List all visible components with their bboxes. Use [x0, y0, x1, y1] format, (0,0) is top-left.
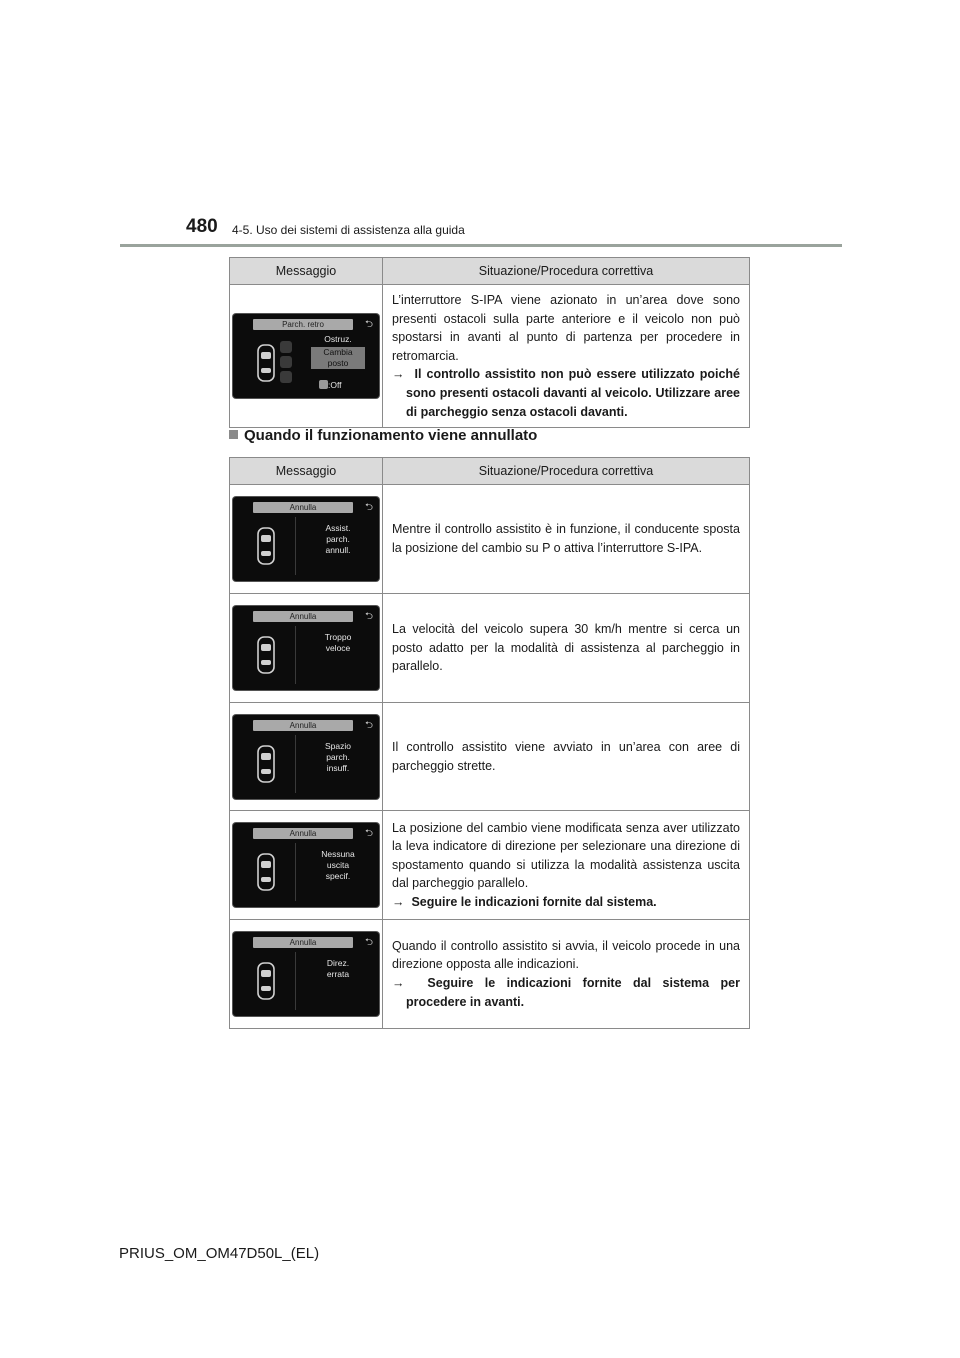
table-row — [230, 285, 750, 428]
section-title: 4-5. Uso dei sistemi di assistenza alla guida — [232, 223, 465, 237]
message-image-cell — [230, 920, 383, 1029]
message-image-cell — [230, 594, 383, 703]
table-row — [230, 920, 750, 1029]
screen-title: Annulla — [253, 828, 353, 839]
display-screen — [233, 823, 379, 907]
section-heading: Quando il funzionamento viene annullato — [229, 427, 537, 444]
situation-cell — [383, 594, 750, 703]
back-arrow-icon: ⮌ — [364, 937, 373, 948]
situation-text: Il controllo assistito viene avviato in un’area con aree di parcheggio strette. — [392, 739, 740, 773]
table-row — [230, 811, 750, 920]
screen-message: Nessuna uscita specif. — [321, 849, 355, 881]
back-arrow-icon: ⮌ — [364, 502, 373, 513]
back-arrow-icon: ⮌ — [364, 319, 373, 331]
car-icon — [257, 853, 275, 891]
display-screen — [233, 497, 379, 581]
status-readout: :Off — [319, 380, 342, 390]
situation-cell — [383, 285, 750, 428]
screen-title: Annulla — [253, 937, 353, 948]
situation-text: L’interruttore S-IPA viene azionato in un’area dove sono presenti ostacoli sulla parte anteriore e il veicolo non può spostarsi in avanti al punto di partenza per procedere in retromarcia. — [392, 293, 740, 363]
procedure-step: → Seguire le indicazioni fornite dal sistema. — [392, 894, 657, 909]
page-number: 480 — [186, 216, 218, 237]
table-row — [230, 594, 750, 703]
situation-text: Mentre il controllo assistito è in funzione, il conducente sposta la posizione del cambio su P o attiva l’interruttore S-IPA. — [392, 522, 740, 555]
screen-divider — [295, 517, 296, 575]
message-table-obstacles — [229, 257, 750, 428]
situation-text: Quando il controllo assistito si avvia, il veicolo procede in una direzione opposta alle indicazioni. — [392, 938, 740, 972]
column-header-message: Messaggio — [230, 258, 383, 285]
header-rule — [120, 244, 842, 247]
screen-divider — [295, 952, 296, 1010]
car-icon — [257, 745, 275, 783]
screen-divider — [295, 843, 296, 901]
message-image-cell — [230, 703, 383, 811]
message-image-cell — [230, 811, 383, 920]
display-screen — [233, 314, 379, 398]
table-row — [230, 485, 750, 594]
screen-title: Parch. retro — [253, 319, 353, 330]
situation-text: La velocità del veicolo supera 30 km/h mentre si cerca un posto adatto per la modalità di assistenza al parcheggio in parallelo. — [392, 622, 740, 674]
display-screen — [233, 932, 379, 1016]
screen-divider — [295, 735, 296, 793]
screen-message: Troppo veloce — [324, 632, 352, 653]
screen-divider — [295, 626, 296, 684]
procedure-step: → Il controllo assistito non può essere utilizzato poiché sono presenti ostacoli davanti al veicolo. Utilizzare aree di parcheggio senza ostacoli davanti. — [392, 367, 740, 419]
sensor-bars-icon — [279, 340, 293, 384]
message-image-cell — [230, 285, 383, 428]
car-icon — [257, 527, 275, 565]
situation-text: La posizione del cambio viene modificata senza aver utilizzato la leva indicatore di direzione per selezionare una direzione di spostamento quando si utilizza la modalità assistenza uscita dal parcheggio parallelo. — [392, 820, 740, 891]
situation-cell — [383, 703, 750, 811]
bullet-square-icon — [229, 430, 238, 439]
column-header-situation: Situazione/Procedura correttiva — [383, 458, 750, 485]
back-arrow-icon: ⮌ — [364, 828, 373, 839]
car-icon — [257, 962, 275, 1000]
screen-title: Annulla — [253, 720, 353, 731]
screen-message: Assist. parch. annull. — [325, 523, 351, 555]
situation-cell — [383, 920, 750, 1029]
message-table-cancelled — [229, 457, 750, 1029]
message-image-cell — [230, 485, 383, 594]
display-screen — [233, 715, 379, 799]
column-header-situation: Situazione/Procedura correttiva — [383, 258, 750, 285]
situation-cell — [383, 811, 750, 920]
back-arrow-icon: ⮌ — [364, 611, 373, 622]
parking-sensor-icon — [319, 380, 328, 389]
document-code: PRIUS_OM_OM47D50L_(EL) — [119, 1245, 320, 1262]
table-row — [230, 703, 750, 811]
procedure-step: → Seguire le indicazioni fornite dal sistema per procedere in avanti. — [392, 976, 740, 1009]
display-screen — [233, 606, 379, 690]
screen-title: Annulla — [253, 502, 353, 513]
situation-cell — [383, 485, 750, 594]
car-icon — [257, 636, 275, 674]
screen-title: Annulla — [253, 611, 353, 622]
screen-message: Direz. errata — [326, 958, 350, 979]
screen-message: Ostruz. Cambia posto — [311, 334, 365, 369]
car-icon — [257, 344, 275, 382]
screen-message: Spazio parch. insuff. — [325, 740, 351, 773]
column-header-message: Messaggio — [230, 458, 383, 485]
back-arrow-icon: ⮌ — [364, 719, 373, 731]
